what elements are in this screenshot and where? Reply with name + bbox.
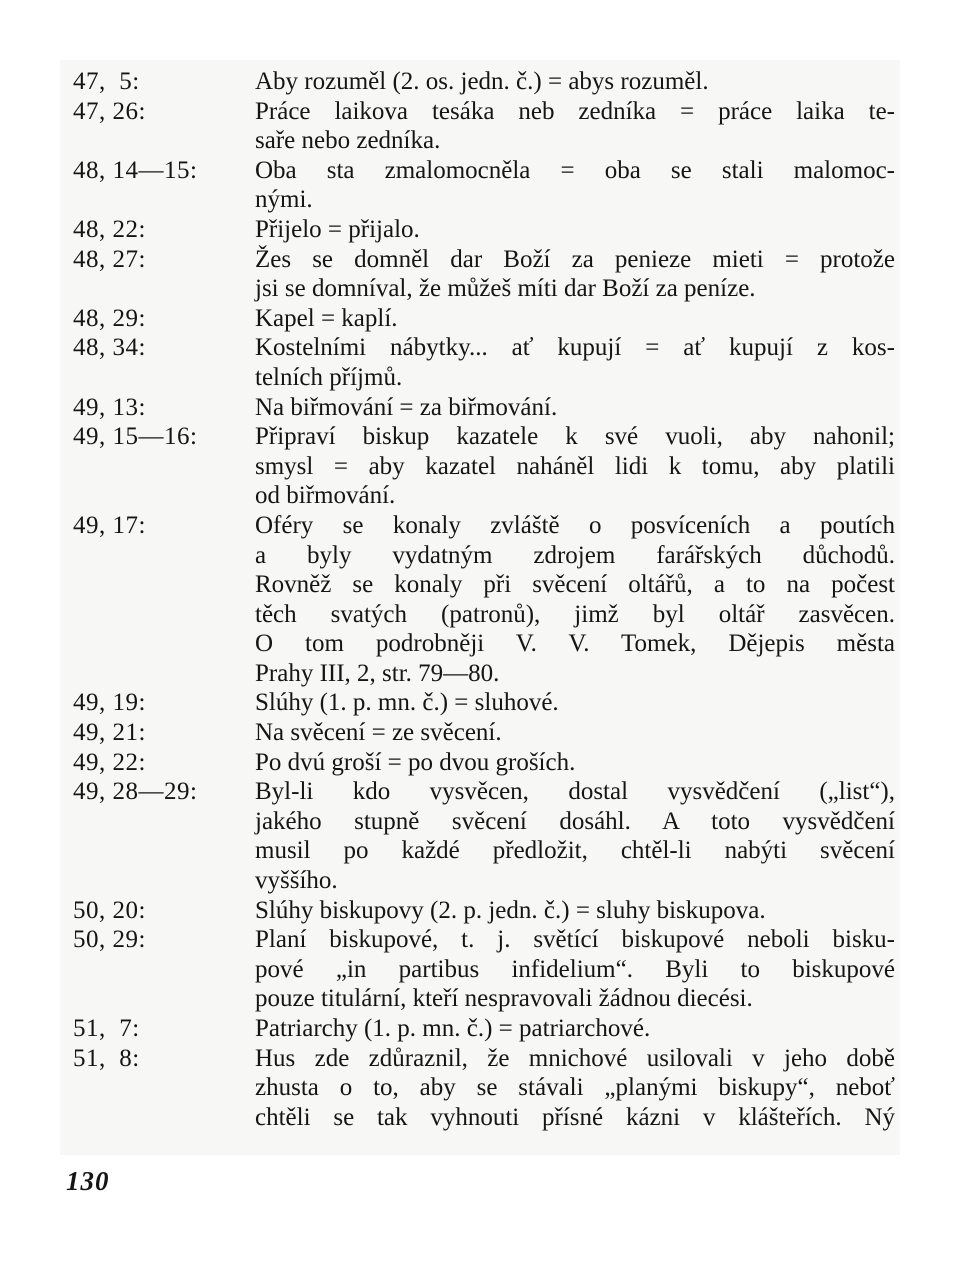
note-line: Žes se domněl dar Boží za penieze mieti = protože (255, 245, 895, 273)
note-line: Kapel = kaplí. (255, 304, 398, 332)
note-reference: 49, 28—29: (73, 778, 198, 806)
note-line: Hus zde zdůraznil, že mnichové usilovali v jeho době (255, 1044, 895, 1072)
note-line: těch svatých (patronů), jimž byl oltář zasvěcen. (255, 600, 895, 628)
note-text (255, 333, 895, 392)
note-reference: 49, 13: (73, 393, 146, 421)
note-entry (73, 67, 895, 97)
note-text (255, 511, 895, 689)
note-line: smysl = aby kazatel naháněl lidi k tomu, aby platili (255, 452, 895, 480)
note-text (255, 215, 895, 245)
note-entry (73, 304, 895, 334)
note-reference: 49, 19: (73, 689, 146, 717)
note-line: Připraví biskup kazatele k své vuoli, aby nahonil; (255, 423, 895, 451)
note-text (255, 688, 895, 718)
note-reference: 48, 27: (73, 245, 146, 273)
note-text (255, 777, 895, 895)
note-line: a byly vydatným zdrojem farářských důchodů. (255, 541, 895, 569)
note-line: pové „in partibus infidelium“. Byli to biskupové (255, 955, 895, 983)
note-text (255, 97, 895, 156)
note-line: nými. (255, 186, 313, 214)
note-entry (73, 215, 895, 245)
note-line: saře nebo zedníka. (255, 127, 441, 155)
note-entry (73, 156, 895, 215)
note-entry (73, 393, 895, 423)
note-entry (73, 718, 895, 748)
note-line: Oféry se konaly zvláště o posvíceních a poutích (255, 511, 895, 539)
note-text (255, 718, 895, 748)
note-reference: 51, 7: (73, 1015, 140, 1042)
note-reference: 49, 17: (73, 511, 146, 539)
note-line: Byl-li kdo vysvěcen, dostal vysvědčení („list“), (255, 778, 895, 806)
note-text (255, 748, 895, 778)
page-number: 130 (66, 1166, 110, 1196)
note-reference: 49, 21: (73, 719, 146, 747)
note-reference: 48, 14—15: (73, 156, 198, 184)
note-line: Slúhy biskupovy (2. p. jedn. č.) = sluhy biskupova. (255, 896, 766, 924)
note-entry (73, 688, 895, 718)
note-line: vyššího. (255, 867, 338, 895)
note-reference: 48, 29: (73, 304, 146, 332)
note-reference: 48, 34: (73, 334, 146, 362)
note-reference: 47, 5: (73, 68, 140, 95)
note-entry (73, 333, 895, 392)
note-line: Na biřmování = za biřmování. (255, 393, 558, 421)
note-entry (73, 1044, 895, 1133)
note-text (255, 1044, 895, 1133)
note-line: chtěli se tak vyhnouti přísné kázni v klášteřích. Ný (255, 1103, 895, 1131)
note-reference: 51, 8: (73, 1044, 140, 1072)
note-line: telních příjmů. (255, 363, 403, 391)
note-text (255, 304, 895, 334)
note-text (255, 393, 895, 423)
note-reference: 48, 22: (73, 215, 146, 243)
note-reference: 49, 15—16: (73, 423, 198, 451)
note-text (255, 245, 895, 304)
notes-list (73, 67, 895, 1132)
note-text (255, 1014, 895, 1044)
note-line: Oba sta zmalomocněla = oba se stali malomoc- (255, 156, 895, 184)
note-entry (73, 925, 895, 1014)
note-line: zhusta o to, aby se stávali „planými biskupy“, neboť (255, 1074, 895, 1102)
note-line: musil po každé předložit, chtěl-li nabýti svěcení (255, 837, 895, 865)
note-line: Práce laikova tesáka neb zedníka = práce laika te- (255, 97, 895, 125)
note-line: Na svěcení = ze svěcení. (255, 719, 502, 747)
note-line: Rovněž se konaly při svěcení oltářů, a to na počest (255, 571, 895, 599)
note-entry (73, 748, 895, 778)
note-entry (73, 896, 895, 926)
note-entry (73, 511, 895, 689)
note-entry (73, 777, 895, 895)
note-reference: 50, 29: (73, 926, 146, 954)
note-entry (73, 245, 895, 304)
note-line: O tom podrobněji V. V. Tomek, Dějepis města (255, 630, 895, 658)
note-line: Patriarchy (1. p. mn. č.) = patriarchové. (255, 1015, 651, 1042)
note-text (255, 896, 895, 926)
note-reference: 50, 20: (73, 896, 146, 924)
note-text (255, 67, 895, 97)
note-line: Slúhy (1. p. mn. č.) = sluhové. (255, 689, 559, 717)
note-line: pouze titulární, kteří nespravovali žádnou diecési. (255, 985, 753, 1013)
note-line: Planí biskupové, t. j. světící biskupové neboli bisku- (255, 926, 895, 954)
note-line: od biřmování. (255, 482, 396, 510)
note-reference: 49, 22: (73, 748, 146, 776)
note-line: Prahy III, 2, str. 79—80. (255, 659, 500, 687)
note-text (255, 422, 895, 511)
note-entry (73, 422, 895, 511)
note-entry (73, 97, 895, 156)
note-line: Přijelo = přijalo. (255, 215, 420, 243)
note-line: Aby rozuměl (2. os. jedn. č.) = abys rozuměl. (255, 68, 709, 95)
note-reference: 47, 26: (73, 97, 146, 125)
note-line: jakého stupně svěcení dosáhl. A toto vysvědčení (255, 807, 895, 835)
note-entry (73, 1014, 895, 1044)
note-text (255, 925, 895, 1014)
note-line: jsi se domníval, že můžeš míti dar Boží za peníze. (255, 275, 756, 303)
note-text (255, 156, 895, 215)
note-line: Po dvú groší = po dvou groších. (255, 748, 576, 776)
note-line: Kostelními nábytky... ať kupují = ať kupují z kos- (255, 334, 895, 362)
